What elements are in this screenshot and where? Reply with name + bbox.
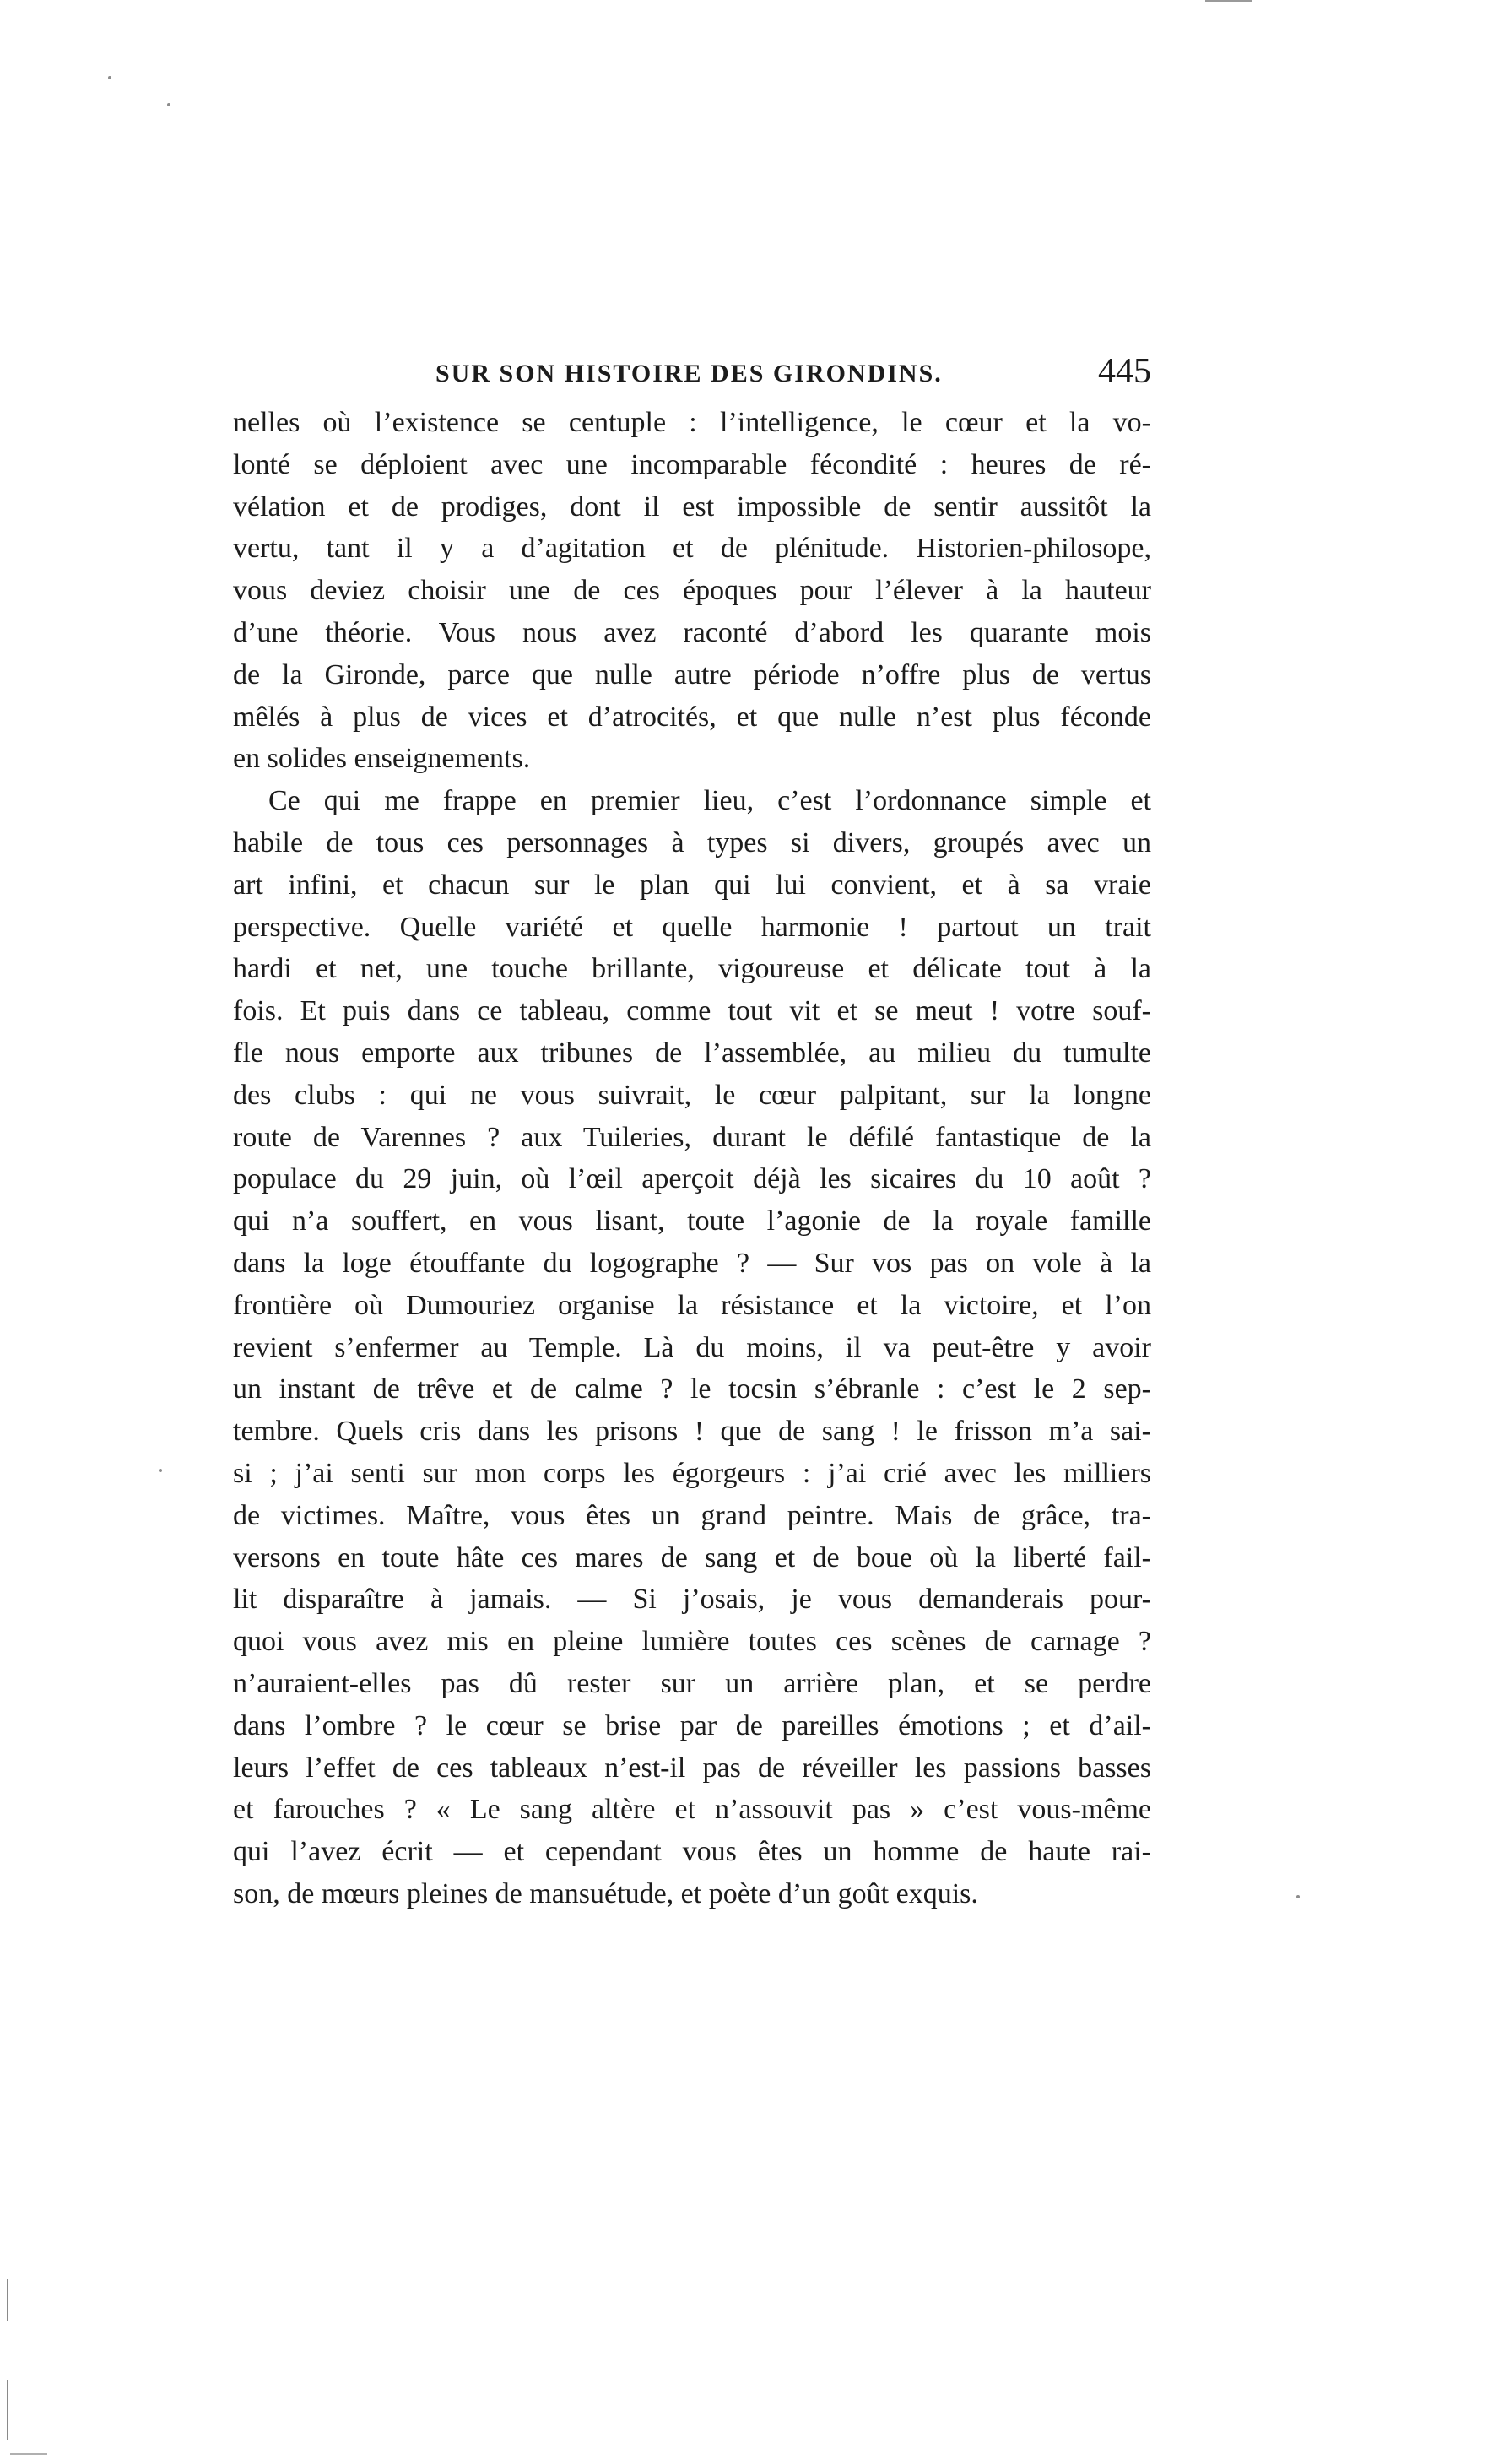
scan-mark-left-lower — [7, 2380, 8, 2440]
text-line: qui l’avez écrit — et cependant vous êtes un homme de haute rai- — [233, 1836, 1151, 1868]
text-line: fle nous emporte aux tribunes de l’assemblée, au milieu du tumulte — [233, 1037, 1151, 1069]
running-title: SUR SON HISTOIRE DES GIRONDINS. — [435, 360, 943, 387]
text-line: hardi et net, une touche brillante, vigoureuse et délicate tout à la — [233, 953, 1151, 985]
scan-speck — [167, 103, 170, 106]
text-line: des clubs : qui ne vous suivrait, le cœur palpitant, sur la longne — [233, 1079, 1151, 1111]
text-line: si ; j’ai senti sur mon corps les égorgeurs : j’ai crié avec les milliers — [233, 1457, 1151, 1489]
text-line: art infini, et chacun sur le plan qui lui convient, et à sa vraie — [233, 869, 1151, 901]
text-line: lonté se déploient avec une incomparable fécondité : heures de ré- — [233, 448, 1151, 480]
text-line: de la Gironde, parce que nulle autre période n’offre plus de vertus — [233, 658, 1151, 690]
text-line: habile de tous ces personnages à types si divers, groupés avec un — [233, 826, 1151, 858]
text-line: versons en toute hâte ces mares de sang et de boue où la liberté fail- — [233, 1541, 1151, 1573]
scan-speck — [1296, 1895, 1300, 1898]
text-line: n’auraient-elles pas dû rester sur un arrière plan, et se perdre — [233, 1667, 1151, 1699]
text-line: d’une théorie. Vous nous avez raconté d’abord les quarante mois — [233, 616, 1151, 648]
text-line: dans la loge étouffante du logographe ? — Sur vos pas on vole à la — [233, 1247, 1151, 1279]
scan-speck — [108, 76, 111, 79]
text-line: Ce qui me frappe en premier lieu, c’est l’ordonnance simple et — [268, 785, 1151, 817]
text-line: tembre. Quels cris dans les prisons ! que de sang ! le frisson m’a sai- — [233, 1416, 1151, 1448]
text-line: vertu, tant il y a d’agitation et de plénitude. Historien-philosope, — [233, 533, 1151, 565]
text-line: fois. Et puis dans ce tableau, comme tout vit et se meut ! votre souf- — [233, 995, 1151, 1027]
text-line: qui n’a souffert, en vous lisant, toute l’agonie de la royale famille — [233, 1205, 1151, 1237]
text-line: dans l’ombre ? le cœur se brise par de pareilles émotions ; et d’ail- — [233, 1709, 1151, 1741]
text-line: frontière où Dumouriez organise la résistance et la victoire, et l’on — [233, 1289, 1151, 1321]
paragraph — [233, 780, 1151, 1915]
text-line: route de Varennes ? aux Tuileries, durant le défilé fantastique de la — [233, 1121, 1151, 1153]
text-line: vous deviez choisir une de ces époques pour l’élever à la hauteur — [233, 575, 1151, 607]
text-line: vélation et de prodiges, dont il est impossible de sentir aussitôt la — [233, 490, 1151, 523]
text-line: quoi vous avez mis en pleine lumière toutes ces scènes de carnage ? — [233, 1626, 1151, 1658]
text-line: et farouches ? « Le sang altère et n’assouvit pas » c’est vous-même — [233, 1794, 1151, 1826]
text-line: lit disparaître à jamais. — Si j’osais, je vous demanderais pour- — [233, 1584, 1151, 1616]
scan-mark-bottom — [10, 2453, 47, 2455]
paragraph — [233, 402, 1151, 780]
text-line: populace du 29 juin, où l’œil aperçoit déjà les sicaires du 10 août ? — [233, 1163, 1151, 1195]
text-line: revient s’enfermer au Temple. Là du moins, il va peut-être y avoir — [233, 1331, 1151, 1363]
body-text — [233, 402, 1151, 1915]
scan-mark-left — [7, 2279, 8, 2321]
scan-mark-top — [1205, 0, 1252, 2]
text-line: nelles où l’existence se centuple : l’intelligence, le cœur et la vo- — [233, 407, 1151, 438]
running-head — [233, 348, 1151, 398]
text-line: de victimes. Maître, vous êtes un grand peintre. Mais de grâce, tra- — [233, 1499, 1151, 1531]
text-line: en solides enseignements. — [233, 743, 531, 775]
text-line: leurs l’effet de ces tableaux n’est-il pas de réveiller les passions basses — [233, 1752, 1151, 1784]
text-line: un instant de trêve et de calme ? le tocsin s’ébranle : c’est le 2 sep- — [233, 1373, 1151, 1405]
text-line: son, de mœurs pleines de mansuétude, et poète d’un goût exquis. — [233, 1877, 978, 1909]
text-line: mêlés à plus de vices et d’atrocités, et que nulle n’est plus féconde — [233, 701, 1151, 733]
text-line: perspective. Quelle variété et quelle harmonie ! partout un trait — [233, 911, 1151, 943]
page-number: 445 — [1098, 352, 1151, 391]
scan-speck — [159, 1469, 162, 1472]
